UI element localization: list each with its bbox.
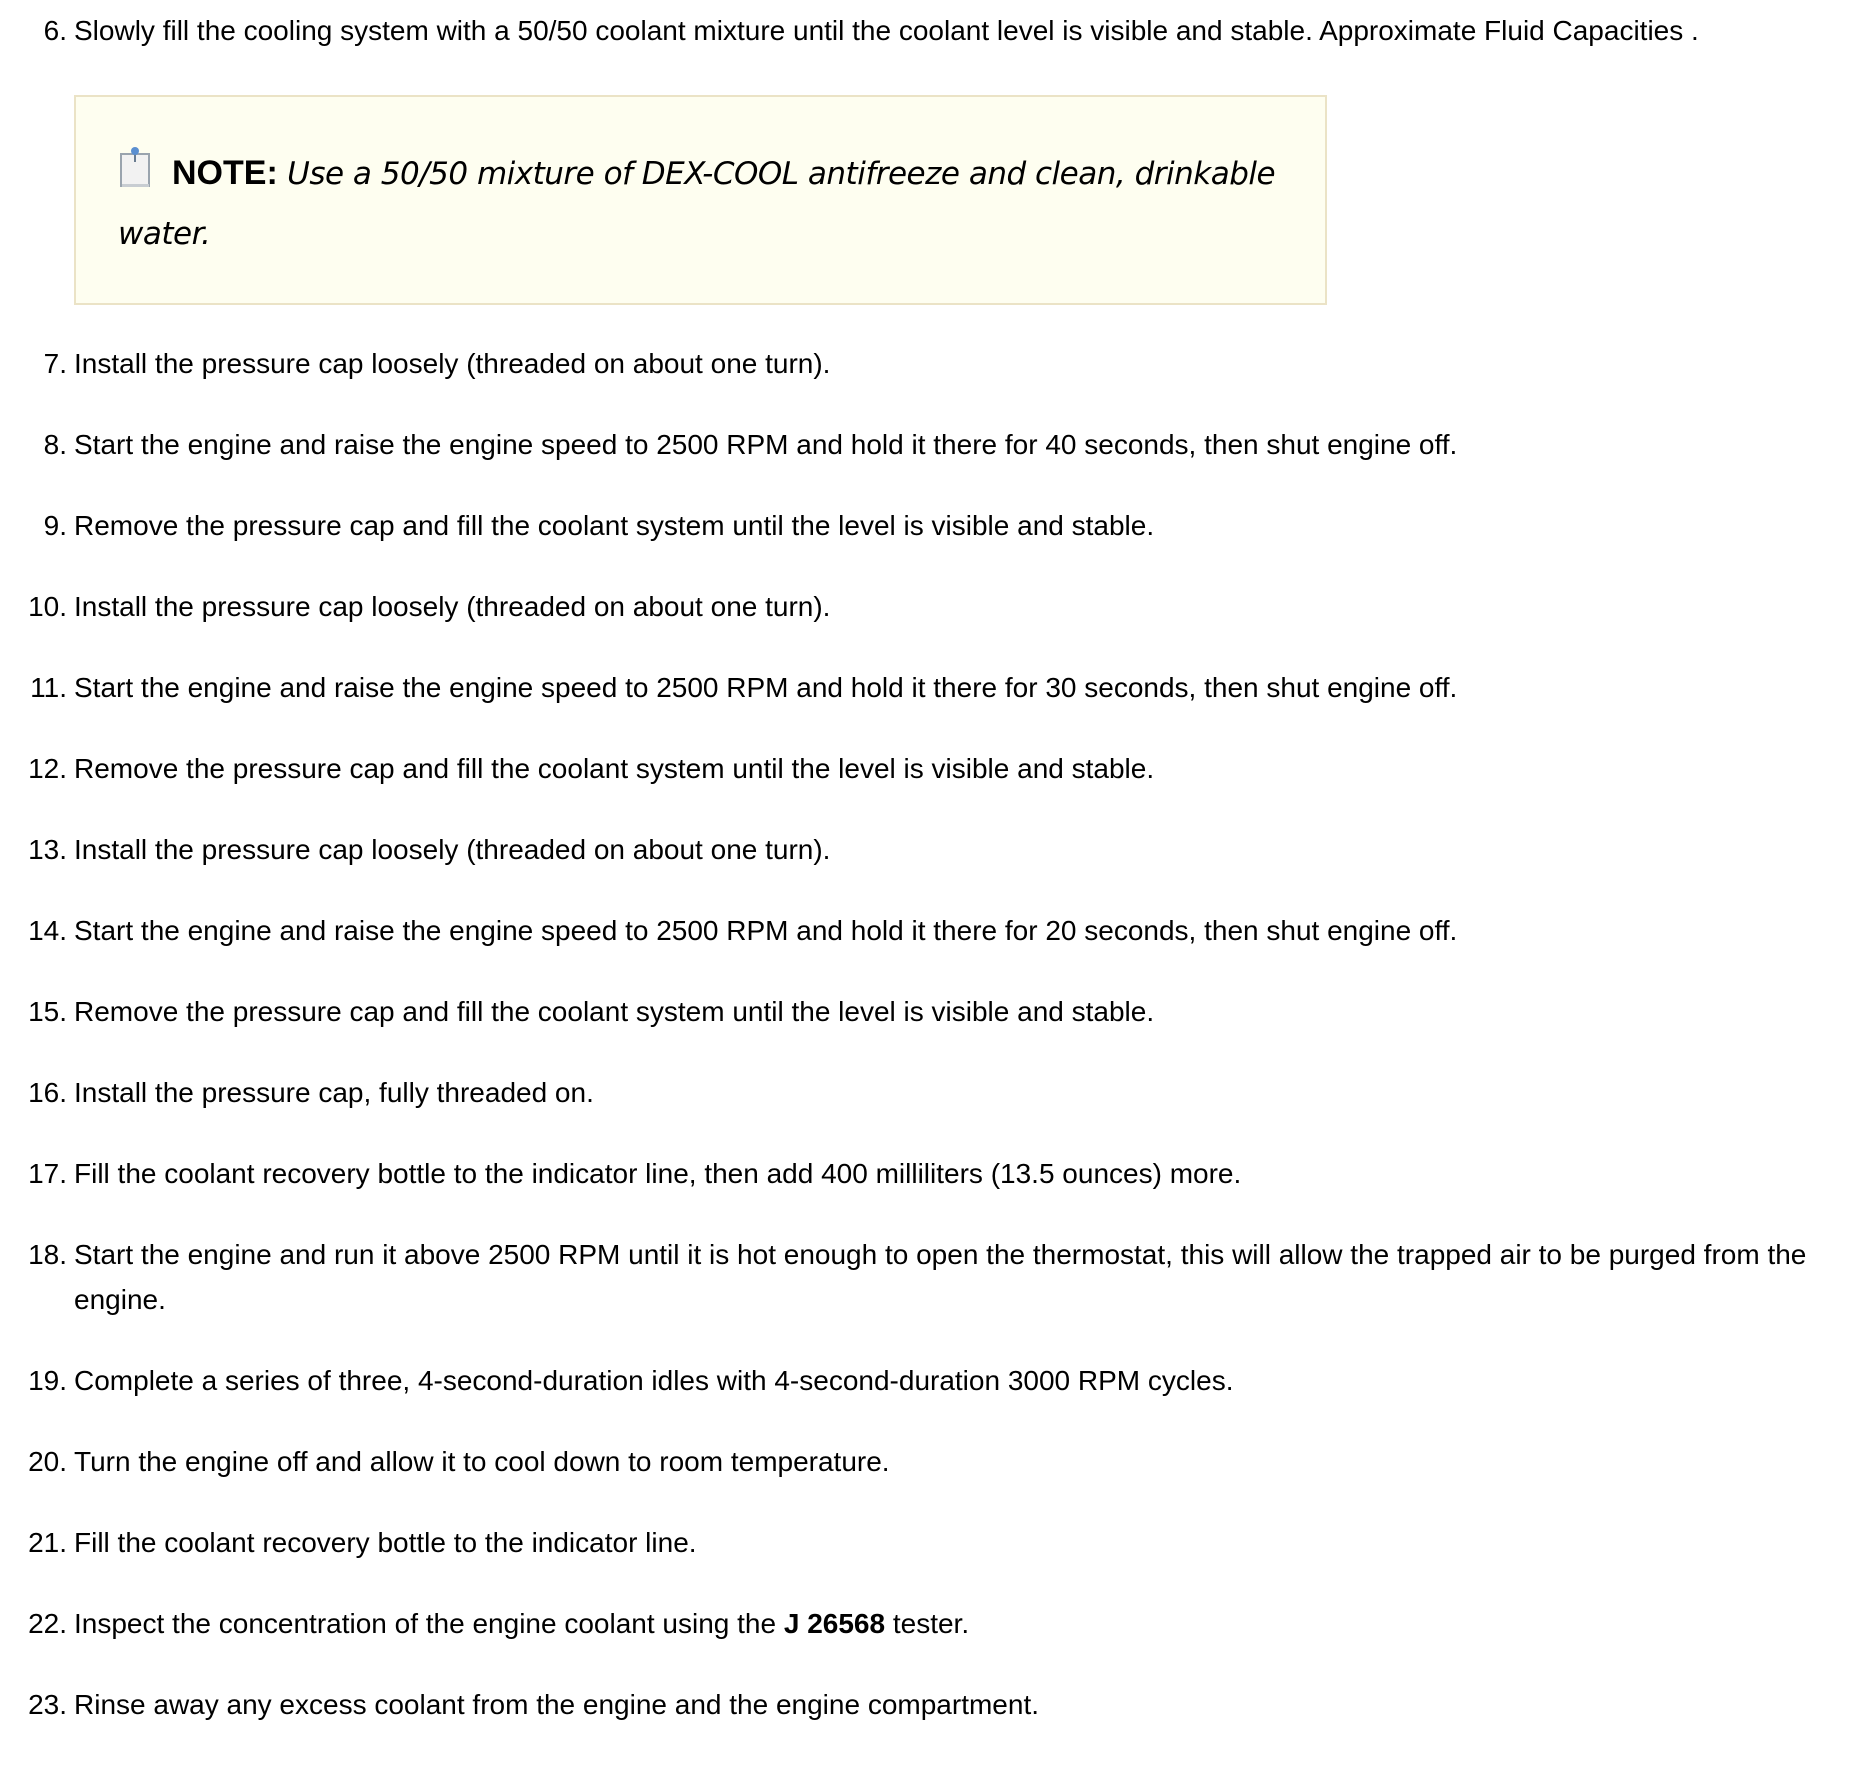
step-number: 10. (28, 591, 67, 622)
step-item (0, 1151, 1862, 1196)
step-item (0, 1439, 1862, 1484)
step-text-main: Install the pressure cap loosely (threaded on about one turn). (74, 348, 831, 379)
step-number: 9. (43, 510, 67, 541)
step-item (0, 1520, 1862, 1565)
step-number: 17. (28, 1158, 67, 1189)
step-number: 18. (28, 1239, 67, 1270)
step-number: 12. (28, 753, 67, 784)
step-text (67, 8, 1834, 53)
step-text-main: Start the engine and run it above 2500 RPM until it is hot enough to open the thermostat, this will allow the trapped air to be purged from the engine. (74, 1239, 1807, 1315)
step-text (67, 1151, 1834, 1196)
step-item (0, 584, 1862, 629)
step-item (0, 827, 1862, 872)
step-text (67, 989, 1834, 1034)
step-text (67, 422, 1834, 467)
step-item (0, 1682, 1862, 1727)
step-item (0, 908, 1862, 953)
step-number: 21. (28, 1527, 67, 1558)
note-label: NOTE: (172, 154, 278, 192)
step-text-main: Rinse away any excess coolant from the engine and the engine compartment. (74, 1689, 1040, 1720)
step-text (67, 503, 1834, 548)
step-number: 23. (28, 1689, 67, 1720)
step-text (67, 1358, 1834, 1403)
step-number: 15. (28, 996, 67, 1027)
step-item (0, 503, 1862, 548)
step-text-main: Fill the coolant recovery bottle to the indicator line, then add 400 milliliters (13.5 ounces) more. (74, 1158, 1242, 1189)
step-number: 6. (43, 15, 67, 46)
step-item (0, 665, 1862, 710)
step-text-main: Remove the pressure cap and fill the coolant system until the level is visible and stable. (74, 510, 1155, 541)
step-number: 14. (28, 915, 67, 946)
step-text (67, 584, 1834, 629)
step-text-main: Inspect the concentration of the engine coolant using the (74, 1608, 784, 1639)
step-item (0, 341, 1862, 386)
step-text-main: Install the pressure cap loosely (threaded on about one turn). (74, 834, 831, 865)
step-number: 16. (28, 1077, 67, 1108)
step-text (67, 827, 1834, 872)
step-text-main: Remove the pressure cap and fill the coolant system until the level is visible and stable. (74, 753, 1155, 784)
step-text (67, 908, 1834, 953)
tool-number: J 26568 (783, 1608, 886, 1639)
step-text (67, 1520, 1834, 1565)
step-text-main: Complete a series of three, 4-second-duration idles with 4-second-duration 3000 RPM cycles. (74, 1365, 1234, 1396)
step-item (0, 989, 1862, 1034)
step-item (0, 1070, 1862, 1115)
step-text (67, 1601, 1834, 1646)
step-number: 8. (43, 429, 67, 460)
note-pin-icon (118, 146, 152, 186)
step-text-main: Start the engine and raise the engine speed to 2500 RPM and hold it there for 30 seconds, then shut engine off. (74, 672, 1458, 703)
step-text-main: Start the engine and raise the engine speed to 2500 RPM and hold it there for 20 seconds, then shut engine off. (74, 915, 1458, 946)
step-text-main: Install the pressure cap loosely (threaded on about one turn). (74, 591, 831, 622)
step-number: 13. (28, 834, 67, 865)
step-item (0, 8, 1862, 53)
step-text-main: Turn the engine off and allow it to cool down to room temperature. (74, 1446, 890, 1477)
step-number: 22. (28, 1608, 67, 1639)
step-item (0, 746, 1862, 791)
step-text (67, 1232, 1834, 1322)
step-number: 19. (28, 1365, 67, 1396)
step-text-end: tester. (885, 1608, 970, 1639)
step-number: 11. (30, 672, 67, 703)
step-text (67, 341, 1834, 386)
note-text: Use a 50/50 mixture of DEX-COOL antifreeze and clean, drinkable water. (118, 156, 1276, 252)
step-item (0, 1232, 1862, 1322)
step-text-main: Slowly fill the cooling system with a 50/50 coolant mixture until the coolant level is visible and stable. Approximate Fluid Capacities . (74, 15, 1699, 46)
note-container (0, 95, 1862, 305)
note-box (74, 95, 1327, 305)
step-text-main: Remove the pressure cap and fill the coolant system until the level is visible and stable. (74, 996, 1155, 1027)
step-text (67, 746, 1834, 791)
step-item (0, 422, 1862, 467)
step-item (0, 1358, 1862, 1403)
step-text-main: Install the pressure cap, fully threaded on. (74, 1077, 594, 1108)
step-number: 20. (28, 1446, 67, 1477)
step-text (67, 1439, 1834, 1484)
step-text (67, 1682, 1834, 1727)
step-number: 7. (43, 348, 67, 379)
step-text (67, 665, 1834, 710)
step-item (0, 1601, 1862, 1646)
step-text-main: Fill the coolant recovery bottle to the indicator line. (74, 1527, 697, 1558)
step-text-main: Start the engine and raise the engine speed to 2500 RPM and hold it there for 40 seconds, then shut engine off. (74, 429, 1458, 460)
step-text (67, 1070, 1834, 1115)
